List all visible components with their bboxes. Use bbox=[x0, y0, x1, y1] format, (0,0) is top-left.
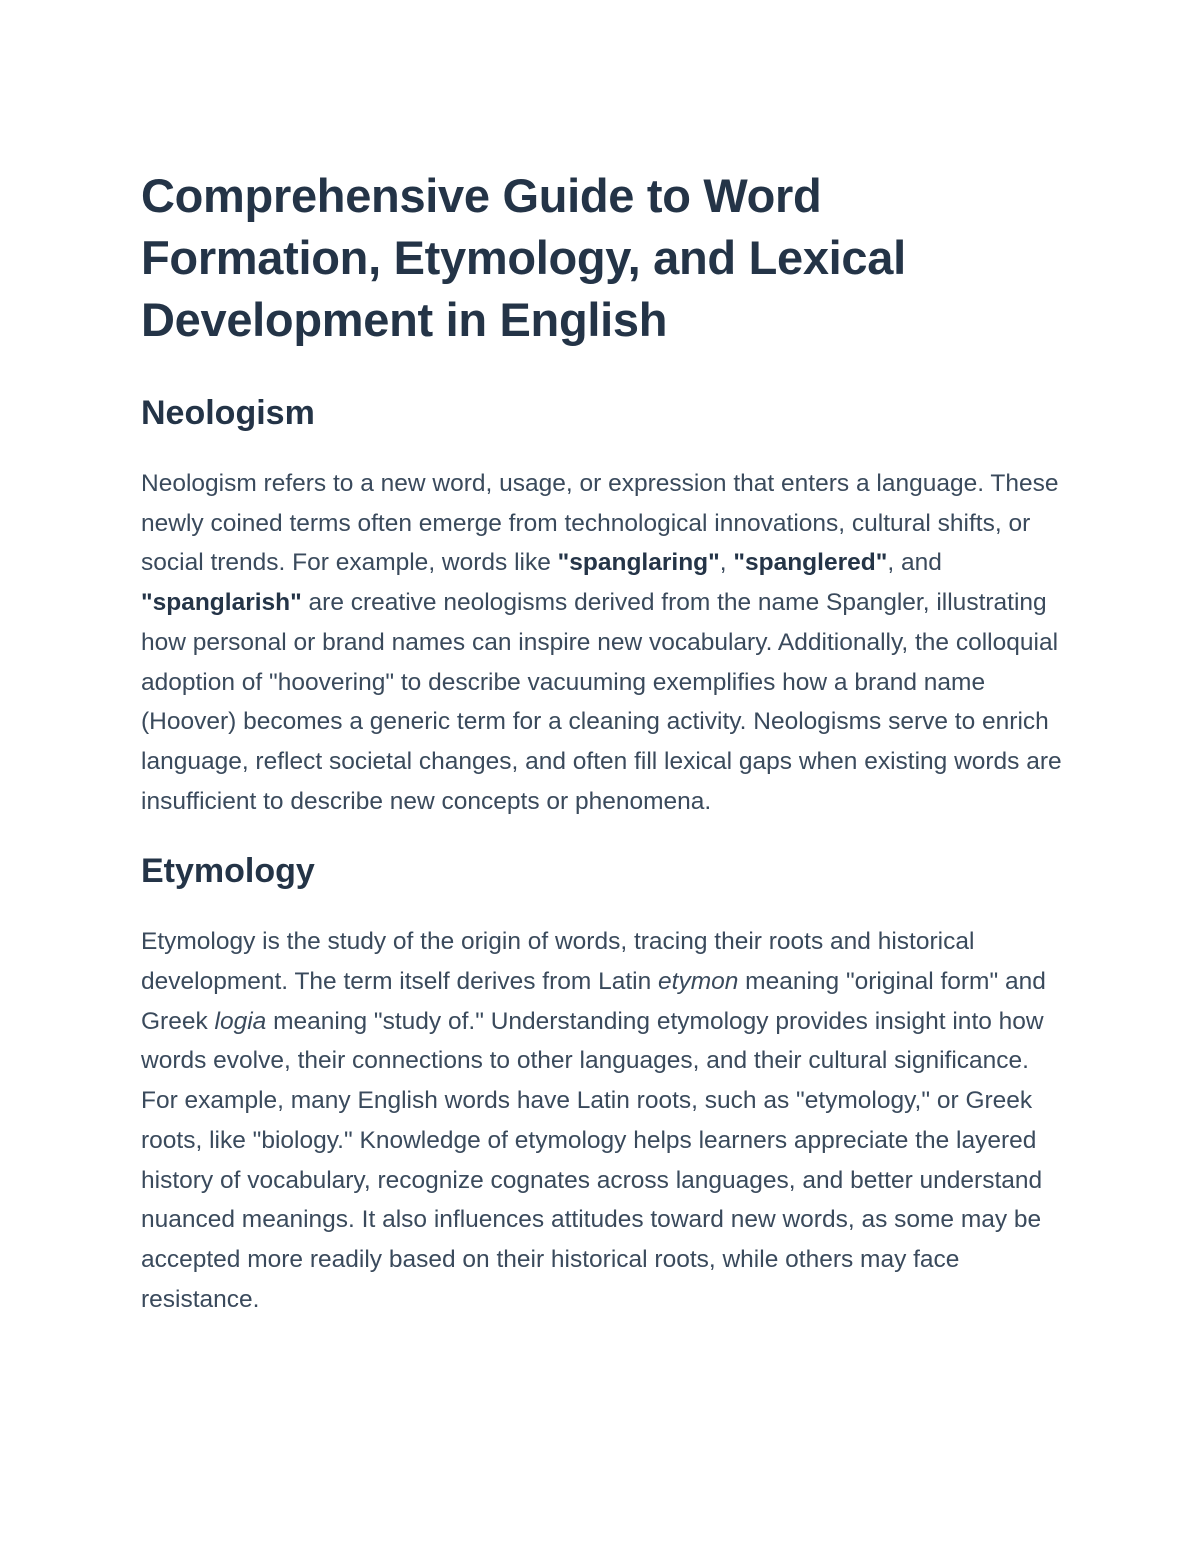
text-run: , bbox=[719, 549, 734, 577]
document-title: Comprehensive Guide to Word Formation, Etymology, and Lexical Development in English bbox=[141, 169, 906, 346]
text-run: are creative neologisms derived from the name Spangler, illustrating how personal or brand names can inspire new vocabulary. Additionally, the colloquial adoption of "hoovering" to describe vacuuming exemplifies how a brand name (Hoover) becomes a generic term for a cleaning activity. Neologisms serve to enrich language, reflect societal changes, and often fill lexical gaps when existing words are insufficient to describe new concepts or phenomena. bbox=[141, 589, 1062, 815]
bold-term-spanglaring: "spanglaring" bbox=[557, 549, 720, 577]
italic-term-etymon: etymon bbox=[658, 968, 739, 996]
bold-term-spanglarish: "spanglarish" bbox=[141, 589, 302, 617]
section-paragraph-neologism bbox=[141, 464, 1066, 821]
bold-term-spanglered: "spanglered" bbox=[733, 549, 888, 577]
text-run: meaning "study of." Understanding etymology provides insight into how words evolve, their connections to other languages, and their cultural significance. For example, many English words have Latin roots, such as "etymology," or Greek roots, like "biology." Knowledge of etymology helps learners appreciate the layered history of vocabulary, recognize cognates across languages, and better understand nuanced meanings. It also influences attitudes toward new words, as some may be accepted more readily based on their historical roots, while others may face resistance. bbox=[141, 1007, 1044, 1313]
text-run: Neologism refers to a new word, usage, or expression that enters a language. These newly coined terms often emerge from technological innovations, cultural shifts, or social trends. For example, words like bbox=[141, 470, 1059, 577]
text-run: , and bbox=[887, 549, 942, 577]
text-run: meaning "original form" and Greek bbox=[141, 968, 1046, 1035]
section-heading-neologism: Neologism bbox=[141, 394, 315, 432]
text-run: Etymology is the study of the origin of words, tracing their roots and historical development. The term itself derives from Latin bbox=[141, 928, 975, 996]
section-paragraph-etymology bbox=[141, 922, 1066, 1319]
document-page bbox=[141, 165, 1066, 1319]
italic-term-logia: logia bbox=[214, 1007, 267, 1035]
section-heading-etymology: Etymology bbox=[141, 852, 315, 891]
